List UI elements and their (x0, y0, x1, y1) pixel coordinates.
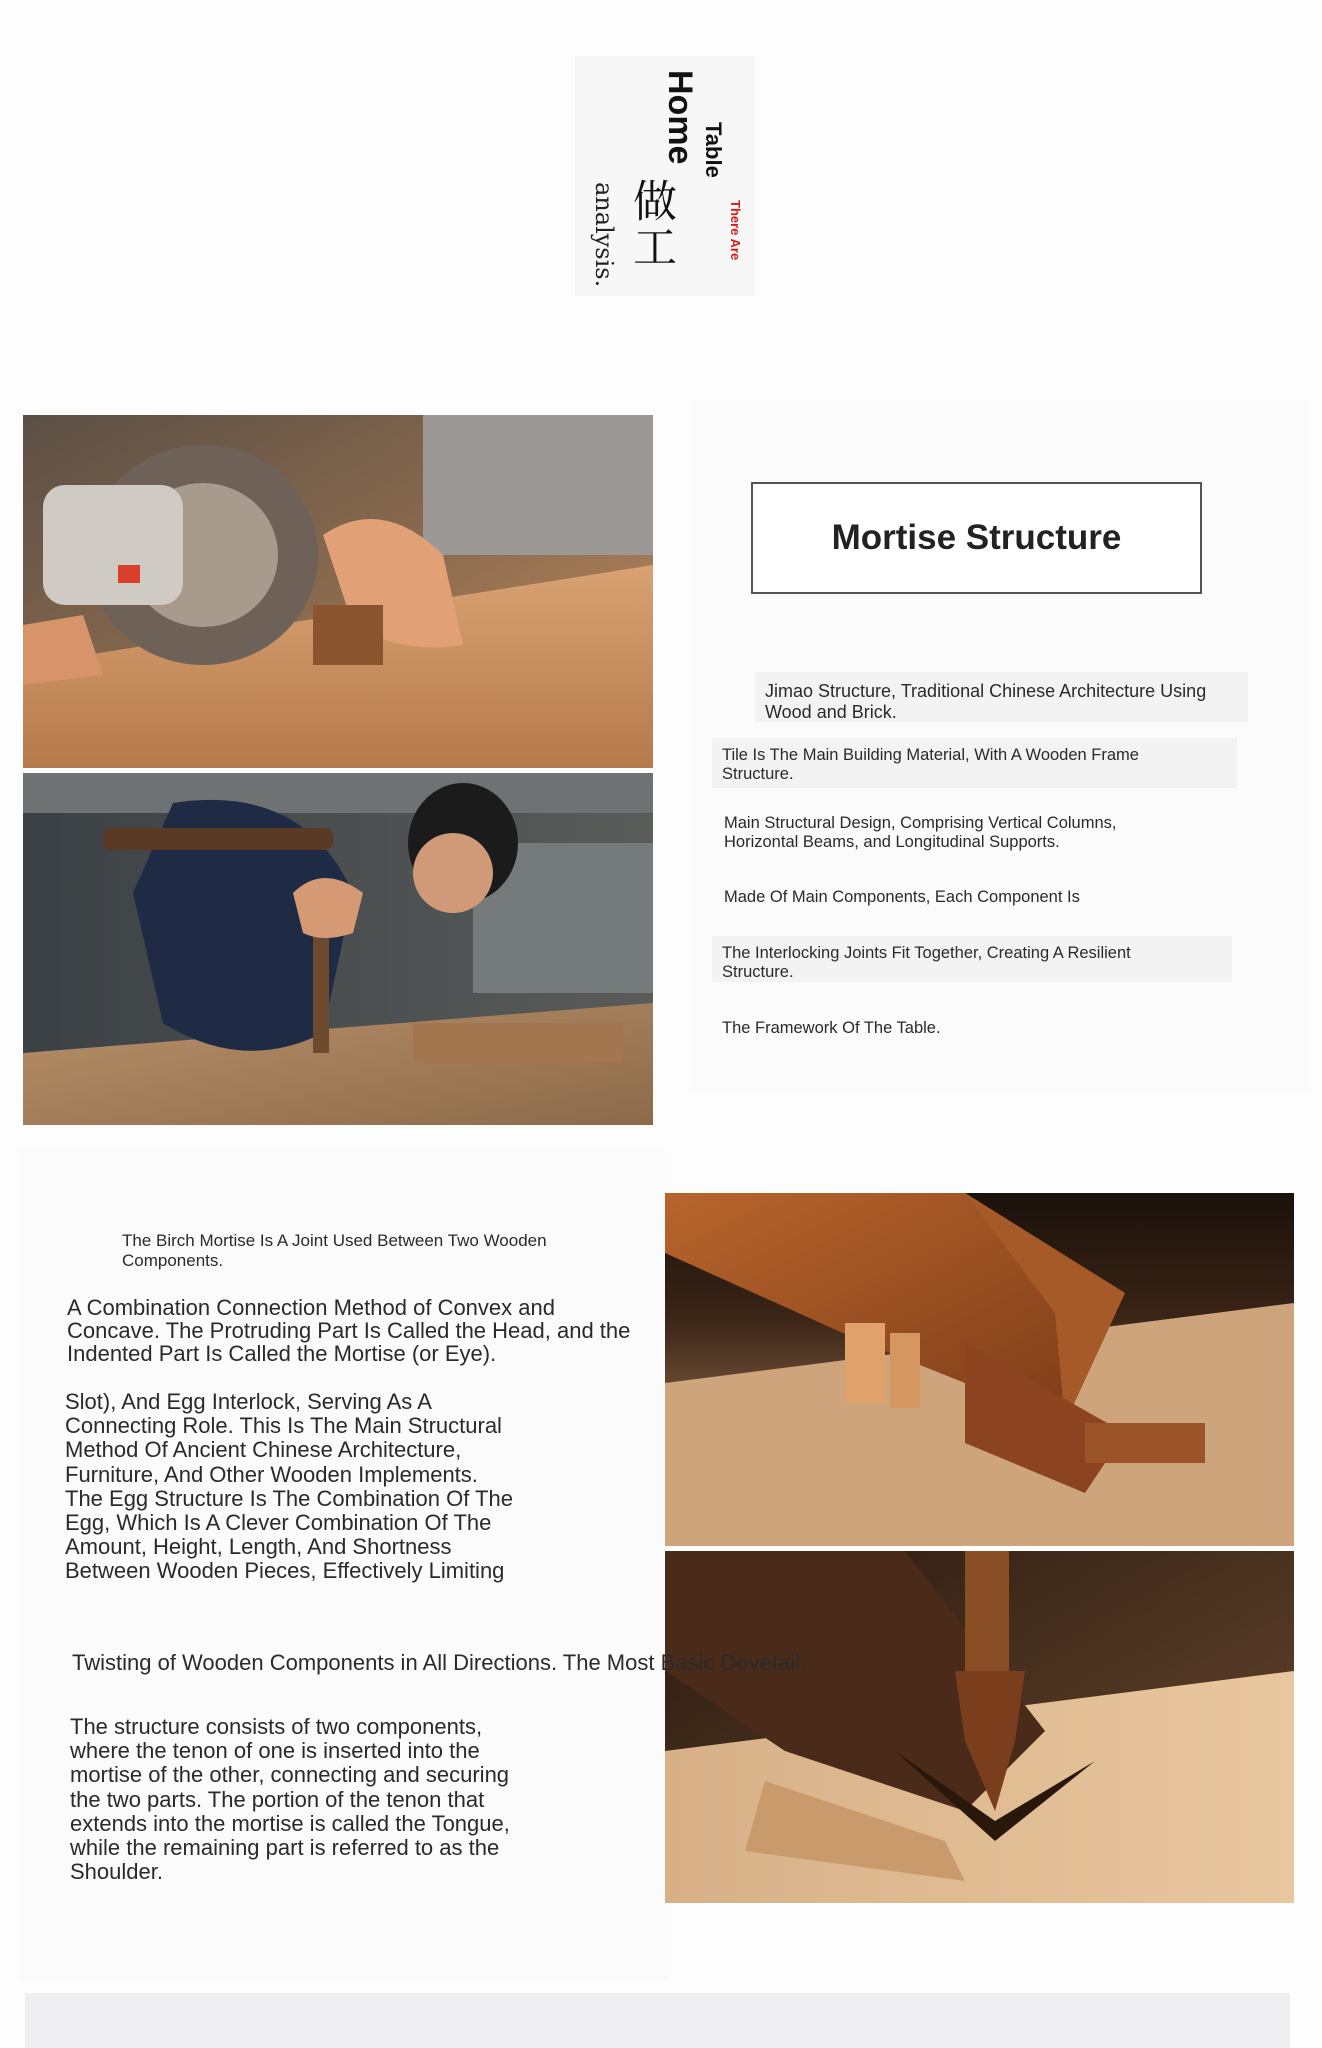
structure-text: The structure consists of two components, where the tenon of one is inserted into the mortise of the other, connecting and securing the two parts. The portion of the tenon that extends into the mortise is called the Tongue, while the remaining part is referred to as the Shoulder. (70, 1714, 510, 1885)
heading-table: Table (701, 122, 726, 178)
photo-dovetail-leg (665, 1551, 1294, 1903)
heading-there-are: There Are (728, 200, 743, 261)
photo-chisel (23, 773, 653, 1125)
photo-grinder (23, 415, 653, 768)
photo-dovetail-joint (665, 1193, 1294, 1546)
mortise-paragraph-4: Made Of Main Components, Each Component Is (724, 888, 1080, 906)
birch-intro: The Birch Mortise Is A Joint Used Between Two Wooden Components. (122, 1231, 547, 1270)
mortise-paragraph-6: The Framework Of The Table. (722, 1019, 941, 1037)
twisting-text: Twisting of Wooden Components in All Directions. The Most Basic Dovetail. (72, 1650, 807, 1675)
slot-text: Slot), And Egg Interlock, Serving As A Connecting Role. This Is The Main Structural Method Of Ancient Chinese Architecture, Furniture, And Other Wooden Implements. The Egg Structure Is The Combination Of The Egg, Which Is A Clever Combination Of The Amount, Height, Length, And Shortness Between Wooden Pieces, Effectively Limiting (65, 1389, 513, 1584)
heading-analysis: analysis. (590, 182, 618, 288)
mortise-paragraph-1: Jimao Structure, Traditional Chinese Architecture Using Wood and Brick. (765, 681, 1207, 722)
heading-home: Home (661, 70, 699, 165)
heading-chinese: 做工 (625, 178, 676, 270)
mortise-title: Mortise Structure (831, 518, 1122, 557)
footer-bar (25, 1993, 1290, 2048)
mortise-title-box (751, 482, 1202, 594)
combination-text: A Combination Connection Method of Convex and Concave. The Protruding Part Is Called the Head, and the Indented Part Is Called the Mortise (or Eye). (67, 1295, 631, 1367)
mortise-paragraph-3: Main Structural Design, Comprising Vertical Columns, Horizontal Beams, and Longitudinal Supports. (724, 814, 1117, 851)
mortise-paragraph-2: Tile Is The Main Building Material, With A Wooden Frame Structure. (722, 746, 1139, 783)
mortise-paragraph-5: The Interlocking Joints Fit Together, Creating A Resilient Structure. (722, 944, 1131, 981)
